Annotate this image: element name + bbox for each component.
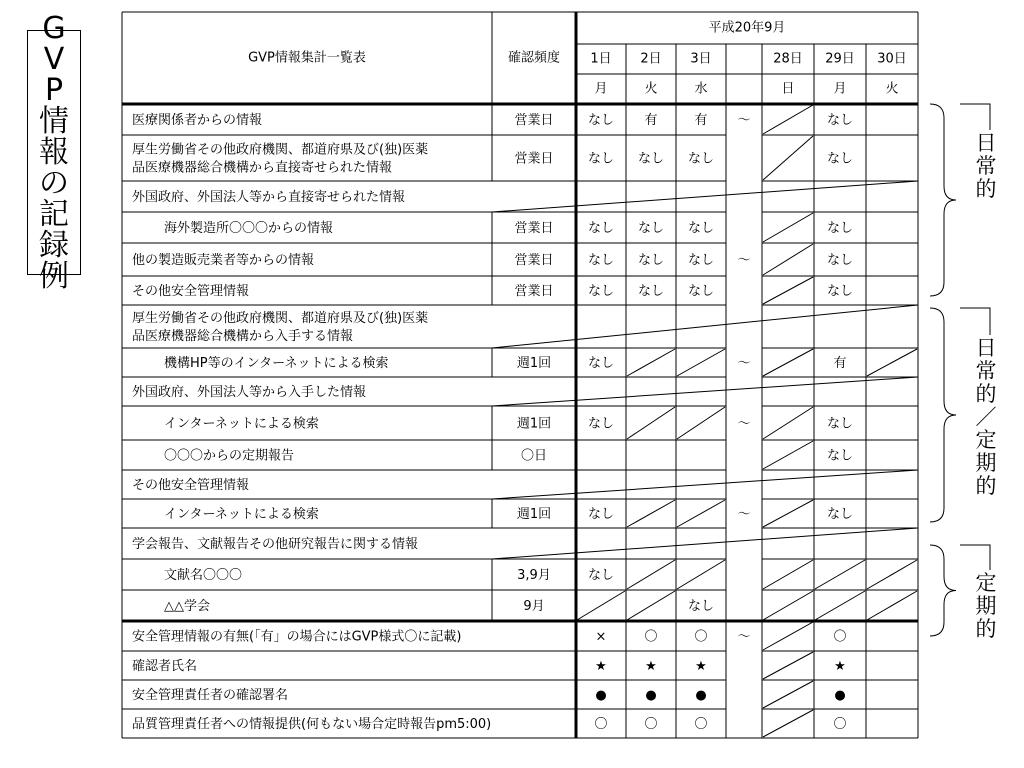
row-label: 品医療機器総合機構から入手する情報 <box>132 329 354 344</box>
frequency-value: 週1回 <box>516 356 552 371</box>
cell-diagonal <box>867 560 917 589</box>
cell-value: なし <box>587 507 615 522</box>
cell-value: ● <box>834 688 846 703</box>
cell-value: なし <box>826 416 854 432</box>
cell-value: なし <box>687 151 715 167</box>
bracket-label-char: ／ <box>975 405 997 429</box>
bracket-label-char: 日 <box>975 336 997 360</box>
frequency-value: 週1回 <box>516 507 552 522</box>
cell-value: なし <box>637 253 665 268</box>
cell-value: なし <box>687 253 715 268</box>
cell-value: × <box>595 629 607 645</box>
cell-diagonal <box>763 407 813 439</box>
cell-value: なし <box>587 221 615 236</box>
frequency-value: 〇日 <box>520 448 548 464</box>
cell-diagonal <box>677 349 725 376</box>
frequency-value: 3,9月 <box>517 568 551 583</box>
bracket-label-char: 的 <box>975 382 997 406</box>
row-label: 品医療機器総合機構から直接寄せられた情報 <box>132 160 393 176</box>
cell-diagonal <box>815 591 865 620</box>
cell-value: なし <box>587 568 615 583</box>
day-header: 1日 <box>590 51 612 67</box>
cell-value: なし <box>826 507 854 522</box>
row-label: 機構HP等のインターネットによる検索 <box>164 356 389 371</box>
bracket-label <box>973 337 999 498</box>
bracket-label-char: 期 <box>975 451 997 475</box>
side-title-char: の <box>39 166 69 201</box>
cell-value: なし <box>687 221 715 236</box>
row-label: インターネットによる検索 <box>164 416 319 432</box>
side-title-char: P <box>44 73 64 108</box>
cell-value: なし <box>637 221 665 236</box>
side-title-char: G <box>42 11 66 46</box>
cell-diagonal <box>763 681 813 708</box>
label-hook <box>960 308 990 335</box>
row-label: その他安全管理情報 <box>132 284 250 299</box>
row-label: その他安全管理情報 <box>132 478 250 493</box>
row-label: 外国政府、外国法人等から入手した情報 <box>132 385 367 400</box>
cell-diagonal <box>763 213 813 242</box>
cell-diagonal <box>763 277 813 304</box>
cell-diagonal <box>627 349 675 376</box>
section-diagonal <box>492 305 918 348</box>
bracket-label <box>973 132 999 201</box>
cell-value: なし <box>587 113 615 128</box>
row-label: 他の製造販売業者等からの情報 <box>132 253 315 268</box>
weekday-header: 日 <box>781 81 795 97</box>
row-label: 品質管理責任者への情報提供(何もない場合定時報告pm5:00) <box>132 717 492 732</box>
day-header: 29日 <box>825 51 855 67</box>
cell-value: 〇 <box>594 717 608 732</box>
bracket-label-char: 的 <box>975 177 997 201</box>
cell-value: 有 <box>833 356 847 371</box>
row-label: 学会報告、文献報告その他研究報告に関する情報 <box>132 537 419 552</box>
cell-value: ★ <box>834 659 846 674</box>
frequency-value: 営業日 <box>514 151 554 167</box>
bracket-label <box>973 572 999 641</box>
weekday-header: 火 <box>885 81 899 97</box>
bracket-label-char: 日 <box>975 131 997 155</box>
cell-diagonal <box>763 244 813 275</box>
side-title-char: 記 <box>39 197 69 232</box>
bracket-label-char: 的 <box>975 474 997 498</box>
cell-value: なし <box>826 113 854 128</box>
cell-value: なし <box>587 284 615 299</box>
cell-value: なし <box>826 284 854 299</box>
tilde-mark: ～ <box>737 113 751 128</box>
cell-value: ★ <box>595 659 607 674</box>
cell-value: 〇 <box>694 629 708 645</box>
weekday-header: 月 <box>833 81 847 97</box>
cell-value: ● <box>595 688 607 703</box>
tilde-mark: ～ <box>737 253 751 268</box>
cell-diagonal <box>763 349 813 376</box>
row-label: 医療関係者からの情報 <box>132 113 263 128</box>
cell-diagonal <box>627 560 675 589</box>
frequency-value: 9月 <box>523 599 545 614</box>
cell-value: なし <box>826 151 854 167</box>
cell-diagonal <box>763 652 813 679</box>
tilde-mark: ～ <box>737 629 751 645</box>
cell-diagonal <box>763 500 813 527</box>
row-label: 〇〇〇からの定期報告 <box>164 448 295 464</box>
frequency-value: 週1回 <box>516 416 552 432</box>
cell-value: ● <box>695 688 707 703</box>
cell-value: なし <box>587 151 615 167</box>
cell-value: なし <box>637 284 665 299</box>
frequency-value: 営業日 <box>514 284 554 299</box>
bracket-label-char: 的 <box>975 617 997 641</box>
cell-diagonal <box>867 591 917 620</box>
cell-diagonal <box>577 591 625 620</box>
section-diagonal <box>492 181 918 212</box>
section-diagonal <box>492 470 918 499</box>
cell-value: ● <box>645 688 657 703</box>
brace-daily-periodic <box>930 308 956 522</box>
tilde-mark: ～ <box>737 507 751 522</box>
frequency-value: 営業日 <box>514 253 554 268</box>
cell-value: なし <box>687 284 715 299</box>
cell-value: ★ <box>695 659 707 674</box>
tilde-mark: ～ <box>737 356 751 371</box>
cell-value: 〇 <box>694 717 708 732</box>
month-header: 平成20年9月 <box>708 20 786 36</box>
weekday-header: 水 <box>694 81 708 97</box>
cell-value: なし <box>587 416 615 432</box>
cell-diagonal <box>763 622 813 650</box>
cell-diagonal <box>763 591 813 620</box>
row-label: 確認者氏名 <box>132 659 198 674</box>
bracket-label-char: 定 <box>975 428 997 452</box>
cell-diagonal <box>763 710 813 737</box>
day-header: 3日 <box>690 51 712 67</box>
cell-diagonal <box>763 441 813 469</box>
row-label: 安全管理責任者の確認署名 <box>132 688 289 703</box>
row-label: 安全管理情報の有無(「有」の場合にはGVP様式〇に記載) <box>132 629 462 645</box>
bracket-label-char: 期 <box>975 594 997 618</box>
cell-diagonal <box>627 591 675 620</box>
side-title-char: 報 <box>39 135 69 170</box>
cell-value: なし <box>826 253 854 268</box>
cell-diagonal <box>627 407 675 439</box>
cell-diagonal <box>763 560 813 589</box>
day-header: 2日 <box>640 51 662 67</box>
cell-diagonal <box>677 407 725 439</box>
cell-value: なし <box>687 599 715 614</box>
label-hook <box>960 104 990 130</box>
row-label: 厚生労働省その他政府機関、都道府県及び(独)医薬 <box>132 142 429 158</box>
day-header: 28日 <box>773 51 803 67</box>
bracket-label-char: 常 <box>975 359 997 383</box>
cell-value: 〇 <box>644 717 658 732</box>
brace-daily <box>930 104 956 296</box>
row-label: 海外製造所〇〇〇からの情報 <box>164 221 334 236</box>
cell-value: なし <box>826 221 854 236</box>
cell-value: 有 <box>694 113 708 128</box>
cell-diagonal <box>677 560 725 589</box>
weekday-header: 火 <box>644 81 658 97</box>
cell-value: ★ <box>645 659 657 674</box>
row-label: 外国政府、外国法人等から直接寄せられた情報 <box>132 190 406 205</box>
tilde-mark: ～ <box>737 416 751 432</box>
section-diagonal <box>492 528 918 559</box>
side-title-char: V <box>43 42 65 77</box>
row-label: △△学会 <box>164 599 210 614</box>
cell-value: 〇 <box>833 717 847 732</box>
cell-value: 〇 <box>644 629 658 645</box>
cell-diagonal <box>627 500 675 527</box>
bracket-label-char: 定 <box>975 571 997 595</box>
bracket-label-char: 常 <box>975 154 997 178</box>
brace-periodic <box>930 545 956 636</box>
cell-diagonal <box>763 136 813 180</box>
frequency-value: 営業日 <box>514 113 554 128</box>
table-title: GVP情報集計一覧表 <box>248 50 366 66</box>
cell-diagonal <box>815 560 865 589</box>
cell-value: 〇 <box>833 629 847 645</box>
row-label: インターネットによる検索 <box>164 507 319 522</box>
cell-diagonal <box>677 500 725 527</box>
frequency-header: 確認頻度 <box>507 50 561 66</box>
cell-diagonal <box>867 349 917 376</box>
side-title-char: 例 <box>39 259 69 294</box>
side-title-char: 情 <box>39 104 69 139</box>
section-diagonal <box>492 377 918 406</box>
cell-value: なし <box>587 253 615 268</box>
cell-value: なし <box>587 356 615 371</box>
weekday-header: 月 <box>594 81 608 97</box>
row-label: 厚生労働省その他政府機関、都道府県及び(独)医薬 <box>132 311 429 326</box>
side-title-char: 録 <box>39 228 69 263</box>
cell-value: なし <box>826 448 854 464</box>
day-header: 30日 <box>877 51 907 67</box>
cell-value: 有 <box>644 113 658 128</box>
cell-diagonal <box>763 105 813 134</box>
row-label: 文献名〇〇〇 <box>164 568 243 583</box>
frequency-value: 営業日 <box>514 221 554 236</box>
cell-value: なし <box>637 151 665 167</box>
label-hook <box>960 545 990 570</box>
